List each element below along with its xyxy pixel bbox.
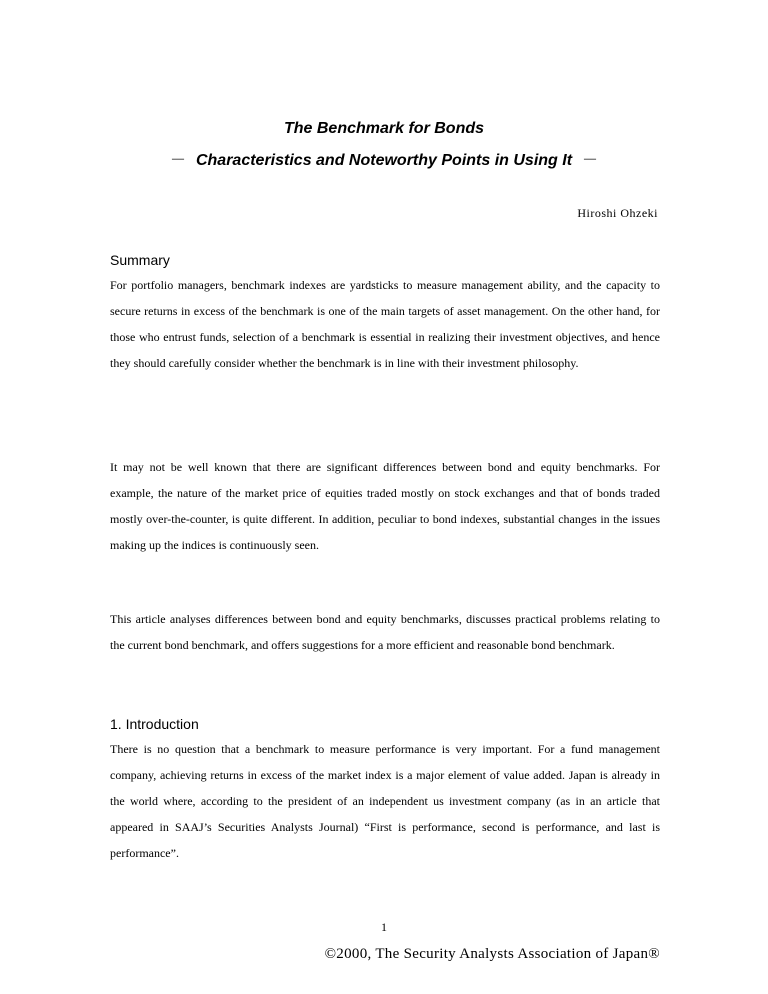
- summary-paragraph-3: This article analyses differences between bond and equity benchmarks, discusses practical problems relating to the current bond benchmark, and offers suggestions for a more efficient and reasonable bond benchmark.: [110, 612, 660, 652]
- copyright-notice: ©2000, The Security Analysts Association of Japan®: [324, 946, 660, 962]
- summary-paragraph-2: It may not be well known that there are significant differences between bond and equity benchmarks. For example, the nature of the market price of equities traded mostly on stock exchanges and that of bonds traded mostly over-the-counter, is quite different. In addition, peculiar to bond indexes, substantial changes in the issues making up the indices is continuously seen.: [110, 460, 660, 552]
- page-number: 1: [381, 920, 387, 934]
- document-subtitle: [0, 147, 768, 170]
- subtitle-text: Characteristics and Noteworthy Points in Using It: [195, 152, 573, 169]
- subtitle-dash-left: －: [169, 152, 186, 169]
- introduction-paragraph: There is no question that a benchmark to measure performance is very important. For a fund management company, achieving returns in excess of the market index is a major element of value added. Japan is already in the world where, according to the president of an independent us investment company (as in an article that appeared in SAAJ’s Securities Analysts Journal) “First is performance, second is performance, and last is performance”.: [110, 742, 660, 860]
- subtitle-dash-right: －: [582, 152, 599, 169]
- summary-heading: Summary: [110, 252, 170, 268]
- document-title: The Benchmark for Bonds: [283, 120, 485, 137]
- summary-paragraph-1: For portfolio managers, benchmark indexes are yardsticks to measure management ability, and the capacity to secure returns in excess of the benchmark is one of the main targets of asset management. On the other hand, for those who entrust funds, selection of a benchmark is essential in realizing their investment objectives, and hence they should carefully consider whether the benchmark is in line with their investment philosophy.: [110, 278, 660, 370]
- author-name: Hiroshi Ohzeki: [577, 206, 658, 220]
- introduction-heading: 1. Introduction: [110, 716, 199, 732]
